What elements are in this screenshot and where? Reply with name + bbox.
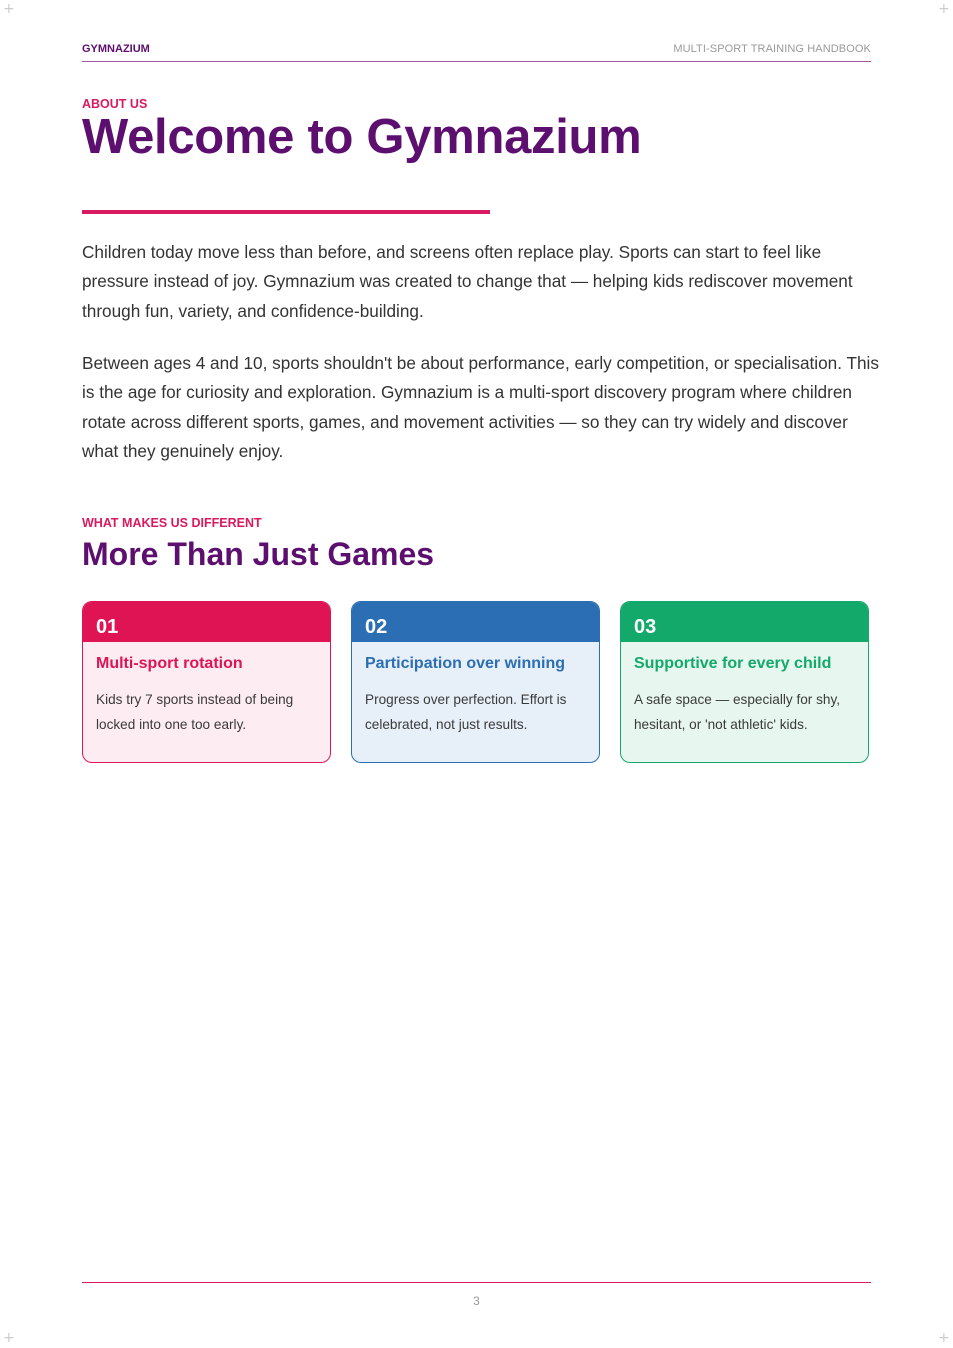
feature-card-supportive — [620, 601, 869, 763]
difference-eyebrow: WHAT MAKES US DIFFERENT — [82, 516, 262, 530]
about-eyebrow: ABOUT US — [82, 97, 148, 111]
feature-card-multi-sport — [82, 601, 331, 763]
page-title: Welcome to Gymnazium — [82, 110, 642, 164]
running-header — [82, 43, 871, 62]
crop-mark-top-left: + — [3, 1, 15, 17]
card-number: 02 — [365, 616, 388, 638]
card-number: 01 — [96, 616, 119, 638]
card-number: 03 — [634, 616, 657, 638]
crop-mark-top-right: + — [938, 1, 950, 17]
brand-name: GYMNAZIUM — [82, 43, 150, 55]
card-text: Progress over perfection. Effort is celebrated, not just results. — [365, 692, 567, 732]
about-paragraph-2: Between ages 4 and 10, sports shouldn't be about performance, early competition, or specialisation. This is the age for curiosity and exploration. Gymnazium is a multi-sport discovery program where children rotate across different sports, games, and movement activities — so they can try widely and discover what they genuinely enjoy. — [82, 353, 879, 461]
card-title: Supportive for every child — [634, 655, 832, 672]
card-header — [621, 602, 868, 642]
page-number: 3 — [473, 1294, 480, 1308]
footer-rule — [82, 1282, 871, 1283]
card-text: A safe space — especially for shy, hesitant, or 'not athletic' kids. — [634, 692, 841, 732]
card-title: Participation over winning — [365, 655, 566, 672]
section-title: More Than Just Games — [82, 536, 435, 572]
about-paragraph-1: Children today move less than before, and screens often replace play. Sports can start to feel like pressure instead of joy. Gymnazium was created to change that — helping kids rediscover movement through fun, variety, and confidence-building. — [82, 242, 853, 321]
feature-cards — [82, 601, 871, 765]
title-accent-rule — [82, 210, 490, 214]
crop-mark-bottom-right: + — [938, 1330, 950, 1346]
card-text: Kids try 7 sports instead of being locked into one too early. — [96, 692, 294, 732]
crop-mark-bottom-left: + — [3, 1330, 15, 1346]
card-title: Multi-sport rotation — [96, 655, 243, 672]
card-header — [83, 602, 330, 642]
handbook-title: MULTI-SPORT TRAINING HANDBOOK — [673, 43, 871, 55]
card-header — [352, 602, 599, 642]
feature-card-participation — [351, 601, 600, 763]
